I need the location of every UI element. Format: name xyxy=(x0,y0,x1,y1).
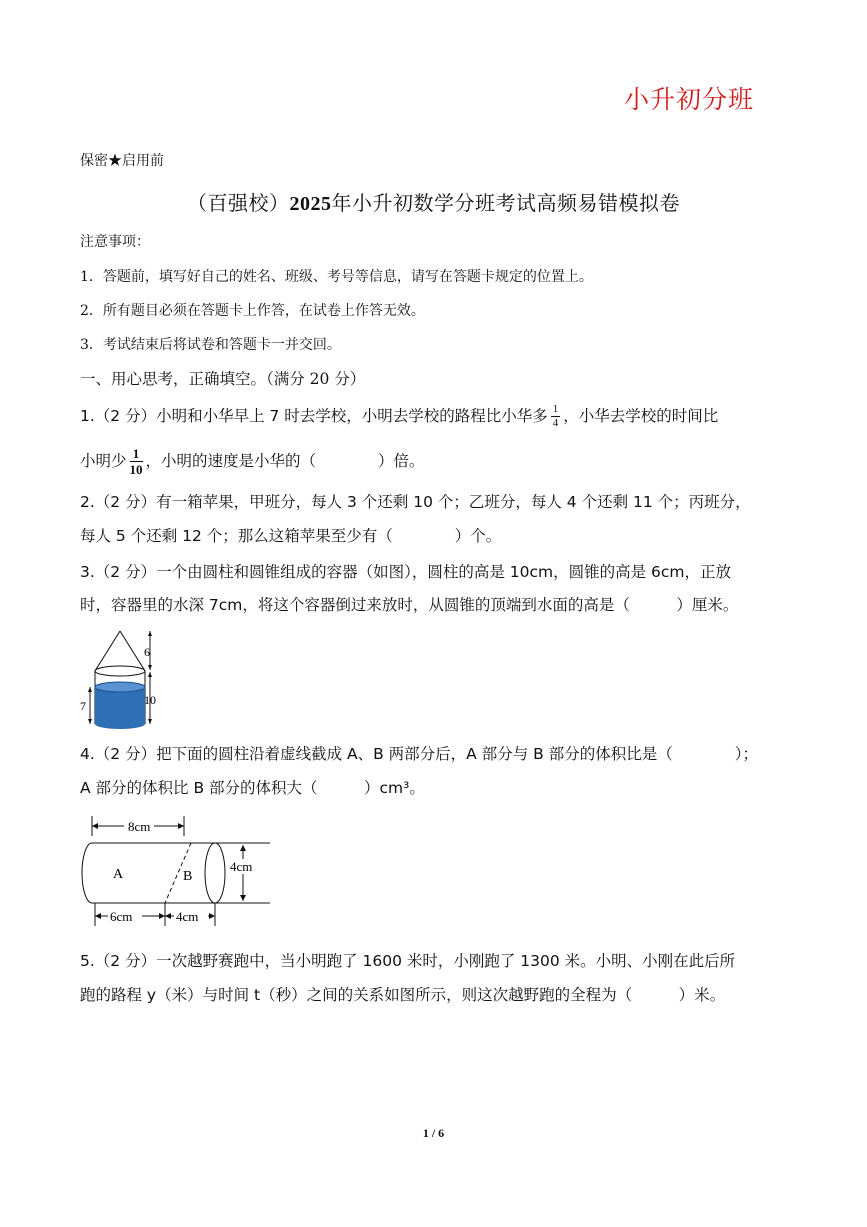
arrow-head xyxy=(88,719,92,724)
question-5-line-1: 5.（2 分）一次越野赛跑中，当小明跑了 1600 米时，小刚跑了 1300 米。小明、小刚在此后所 xyxy=(80,952,736,970)
arrow-head xyxy=(148,631,152,636)
cylinder-height-label: 10 xyxy=(144,693,156,707)
notice-heading: 注意事项： xyxy=(80,234,150,250)
cone-height-label: 6 xyxy=(144,645,150,659)
water-depth-label: 7 xyxy=(80,699,86,713)
cone-edge xyxy=(120,631,145,671)
question-2-line-2: 每人 5 个还剩 12 个；那么这箱苹果至少有（ ）个。 xyxy=(80,527,502,545)
section-heading: 一、用心思考，正确填空。（满分 20 分） xyxy=(80,370,366,388)
top-length-label: 8cm xyxy=(128,819,151,834)
title-prefix: （百强校） xyxy=(187,191,290,215)
corner-tag: 小升初分班 xyxy=(624,85,755,114)
part-a-label: A xyxy=(113,867,124,882)
arrow-head xyxy=(148,719,152,724)
cone-cylinder-figure xyxy=(78,626,168,732)
arrow-head xyxy=(95,913,101,919)
fraction-denominator: 4 xyxy=(552,417,559,429)
arrow-head xyxy=(209,913,215,919)
exam-title xyxy=(0,187,867,216)
q1-text-d: ，小明的速度是小华的（ ）倍。 xyxy=(145,452,425,470)
cone-edge xyxy=(95,631,120,671)
bottom-right-label: 4cm xyxy=(176,909,199,924)
question-1-line-2 xyxy=(80,447,425,476)
cylinder-outline xyxy=(92,843,215,903)
q1-text-b: ，小华去学校的时间比 xyxy=(563,407,719,425)
confidential-label: 保密★启用前 xyxy=(80,153,164,169)
arrow-head xyxy=(178,823,184,829)
arrow-head xyxy=(148,672,152,677)
title-rest: 年小升初数学分班考试高频易错模拟卷 xyxy=(331,191,680,215)
cut-cylinder-figure xyxy=(78,812,278,932)
question-4-line-1: 4.（2 分）把下面的圆柱沿着虚线截成 A、B 两部分后，A 部分与 B 部分的体积比是（ ）； xyxy=(80,745,758,763)
fraction-numerator: 1 xyxy=(552,403,559,415)
cylinder-left-end xyxy=(82,843,92,903)
arrow-head xyxy=(92,823,98,829)
q1-text-a: 1.（2 分）小明和小华早上 7 时去学校，小明去学校的路程比小华多 xyxy=(80,407,548,425)
fraction-denominator: 10 xyxy=(129,462,143,477)
fraction-numerator: 1 xyxy=(130,447,143,462)
question-3-line-1: 3.（2 分）一个由圆柱和圆锥组成的容器（如图），圆柱的高是 10cm，圆锥的高是 6cm，正放 xyxy=(80,563,732,581)
bottom-left-label: 6cm xyxy=(110,909,133,924)
water-fill xyxy=(95,687,145,729)
question-1-line-1 xyxy=(80,404,718,429)
fraction-one-tenth xyxy=(130,447,143,476)
q1-text-c: 小明少 xyxy=(80,452,127,470)
notice-item: 3．考试结束后将试卷和答题卡一并交回。 xyxy=(80,337,341,353)
question-4-line-2: A 部分的体积比 B 部分的体积大（ ）cm³。 xyxy=(80,779,425,797)
water-surface xyxy=(95,682,145,692)
arrow-head xyxy=(165,913,171,919)
question-2-line-1: 2.（2 分）有一箱苹果，甲班分，每人 3 个还剩 10 个；乙班分，每人 4 个还剩 11 个；丙班分， xyxy=(80,493,751,511)
page-number: 1 / 6 xyxy=(422,1126,445,1140)
cone-base-ellipse xyxy=(95,666,145,676)
cylinder-right-end xyxy=(205,843,225,903)
notice-item: 1．答题前，填写好自己的姓名、班级、考号等信息，请写在答题卡规定的位置上。 xyxy=(80,269,593,285)
question-3-line-2: 时，容器里的水深 7cm，将这个容器倒过来放时，从圆锥的顶端到水面的高是（ ）厘米。 xyxy=(80,596,739,614)
part-b-label: B xyxy=(183,869,193,884)
arrow-head xyxy=(240,895,246,901)
fraction-one-quarter xyxy=(551,404,561,429)
arrow-head xyxy=(159,913,165,919)
arrow-head xyxy=(148,665,152,670)
arrow-head xyxy=(240,845,246,851)
question-5-line-2: 跑的路程 y（米）与时间 t（秒）之间的关系如图所示，则这次越野跑的全程为（ ）米。 xyxy=(80,986,726,1004)
height-label: 4cm xyxy=(230,859,253,874)
title-year: 2025 xyxy=(289,193,332,215)
arrow-head xyxy=(88,687,92,692)
notice-item: 2．所有题目必须在答题卡上作答，在试卷上作答无效。 xyxy=(80,303,425,319)
